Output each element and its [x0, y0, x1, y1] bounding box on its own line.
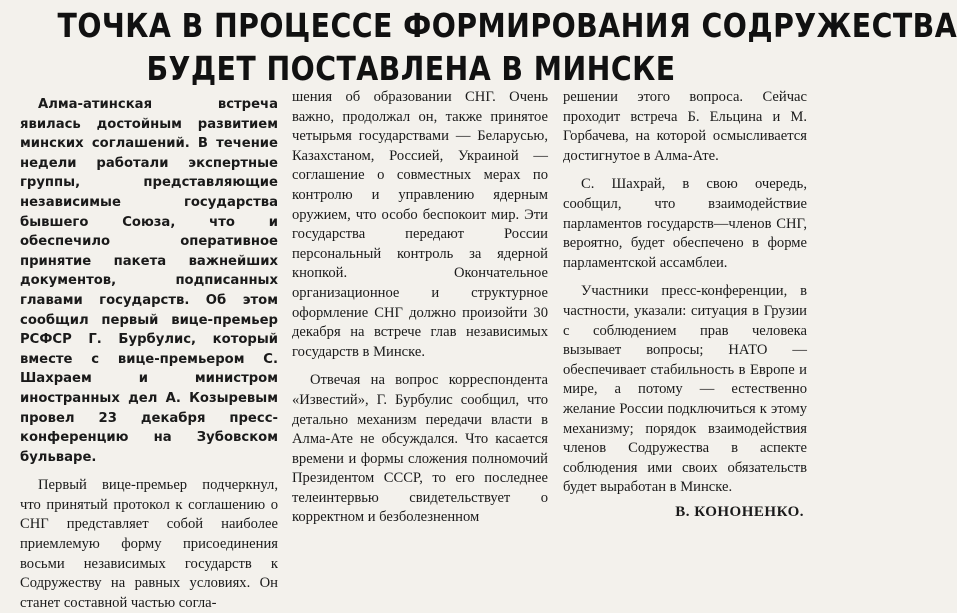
column-1 — [20, 95, 278, 613]
paragraph: Участники пресс-конференции, в частности, указали: ситуация в Грузии с соблюдением прав человека вызывает вопросы; НАТО — обеспечивает стабильность в Европе и мире, а потому — естественно желание России подключиться к этому механизму; порядок взаимодействия членов Содружества в аспекте соблюдения ими своих обязательств будет выработан в Минске. — [563, 283, 807, 496]
paragraph: шения об образовании СНГ. Очень важно, продолжал он, также принятое четырьмя государствами — Беларусью, Казахстаном, Россией, Украиной — соглашение о совместных мерах по контролю и управлению ядерным оружием, что особо беспокоит мир. Эти государства передают России персональный контроль за ядерной кнопкой. Окончательное организационное и структурное оформление СНГ должно произойти 30 декабря на встрече глав независимых государств в Минске. — [292, 89, 548, 360]
paragraph: Отвечая на вопрос корреспондента «Известий», Г. Бурбулис сообщил, что детально механизм передачи власти в Алма-Ате не обсуждался. Что касается времени и формы сложения полномочий Президентом СССР, то его последнее телеинтервью свидетельствует о корректном и безболезненном — [292, 372, 548, 526]
lead-paragraph: Алма-атинская встреча явилась достойным развитием минских соглашений. В течение недели работали экспертные группы, представляющие независимые государства бывшего Союза, что и обеспечило оперативное принятие пакета важнейших документов, подписанных главами государств. Об этом сообщил первый вице-премьер РСФСР Г. Бурбулис, который вместе с вице-премьером С. Шахраем и министром иностранных дел А. Козыревым провел 23 декабря пресс-конференцию на Зубовском бульваре. — [20, 97, 278, 465]
article-headline — [0, 4, 957, 90]
paragraph: Первый вице-премьер подчеркнул, что принятый протокол к соглашению о СНГ представляет собой наиболее приемлемую форму присоединения восьми независимых государств к Содружеству на равных условиях. Он станет составной частью согла- — [20, 477, 278, 611]
headline-line-2: БУДЕТ ПОСТАВЛЕНА В МИНСКЕ — [146, 49, 676, 88]
author-signature: В. КОНОНЕНКО. — [675, 504, 804, 520]
column-3 — [563, 88, 807, 498]
headline-line-1: ТОЧКА В ПРОЦЕССЕ ФОРМИРОВАНИЯ СОДРУЖЕСТВА — [57, 6, 957, 45]
column-2 — [292, 88, 548, 528]
paragraph: решении этого вопроса. Сейчас проходит встреча Б. Ельцина и М. Горбачева, на которой осмысливается достигнутое в Алма-Ате. — [563, 89, 807, 164]
paragraph: С. Шахрай, в свою очередь, сообщил, что взаимодействие парламентов государств—членов СНГ, вероятно, будет обеспечено в форме парламентской ассамблеи. — [563, 176, 807, 271]
